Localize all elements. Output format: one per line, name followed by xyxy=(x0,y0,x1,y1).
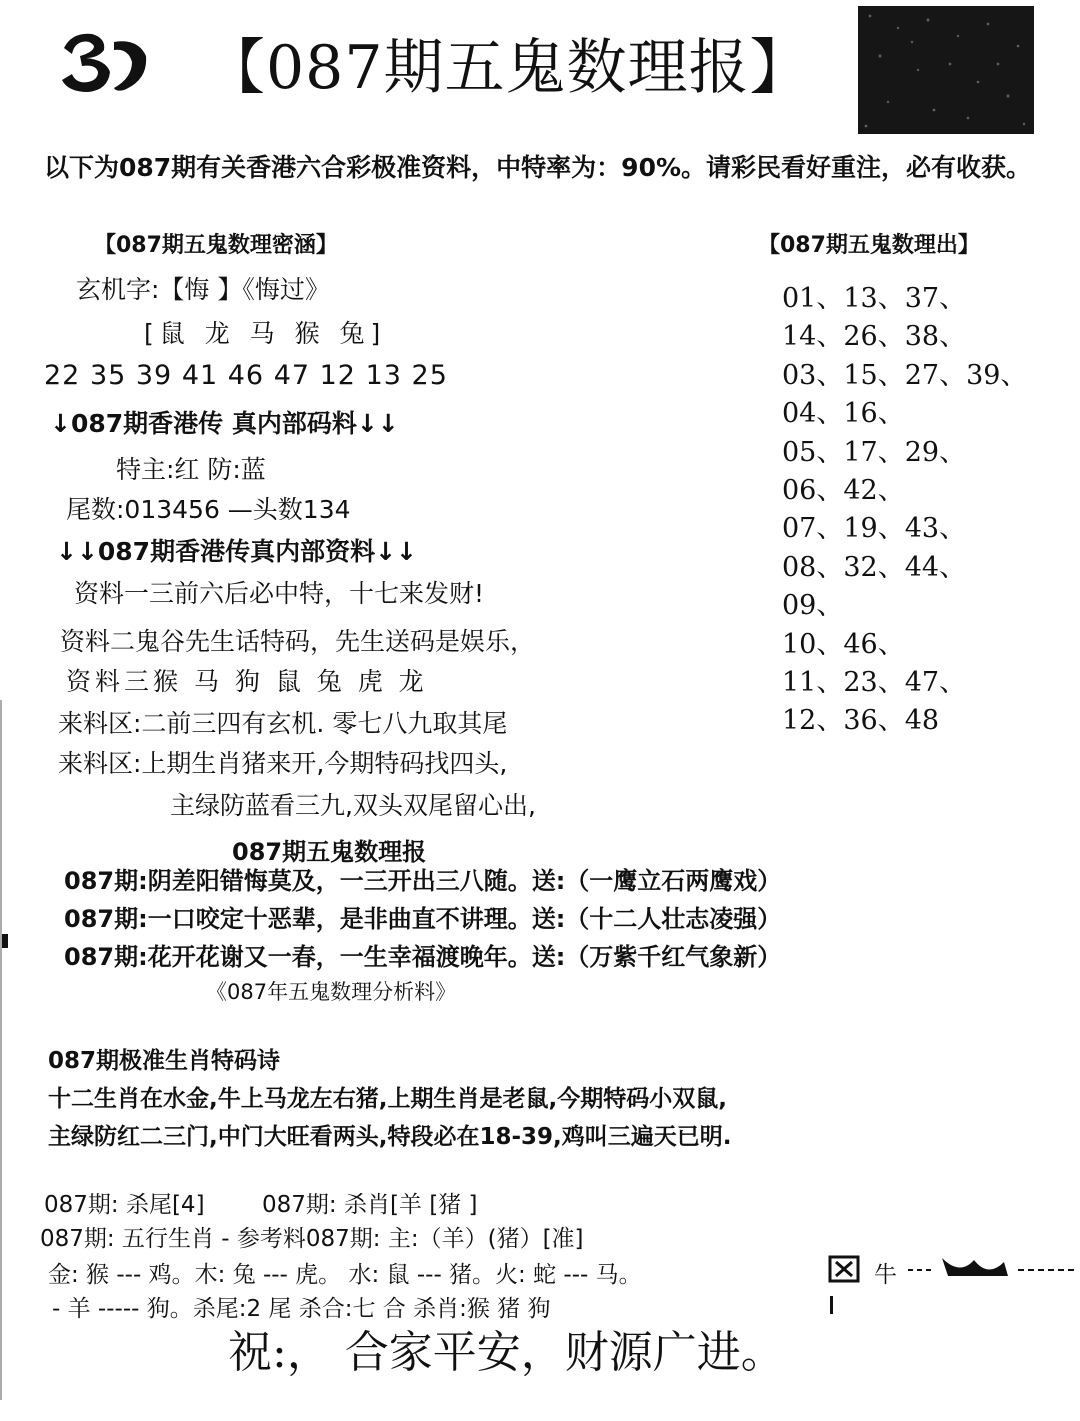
poem-line: 087期:一口咬定十恶辈，是非曲直不讲理。送:（十二人壮志凌强） xyxy=(64,905,782,933)
intro-text: 以下为087期有关香港六合彩极准资料，中特率为：90%。请彩民看好重注，必有收获。 xyxy=(44,153,1032,182)
number-row: 05、17、29、 xyxy=(782,436,967,468)
tick-mark xyxy=(830,1296,833,1314)
left-heading: 【087期五鬼数理密涵】 xyxy=(94,233,338,258)
number-row: 04、16、 xyxy=(782,398,905,430)
number-row: 07、19、43、 xyxy=(782,513,967,545)
smudge-icon xyxy=(828,1254,862,1284)
right-heading: 【087期五鬼数理出】 xyxy=(758,233,980,258)
scribble-mark xyxy=(908,1250,1076,1284)
kill-summary-line: - 羊 ----- 狗。杀尾:2 尾 杀合:七 合 杀肖:猴 猪 狗 xyxy=(52,1296,551,1322)
number-row: 01、13、37、 xyxy=(782,283,967,314)
number-row: 22 35 39 41 46 47 12 13 25 xyxy=(44,360,448,391)
wei-shu-line: 尾数:013456 —头数134 xyxy=(66,495,351,524)
number-row: 08、32、44、 xyxy=(782,551,967,583)
blessing-text: 祝:， 合家平安，财源广进。 xyxy=(228,1327,785,1378)
analysis-footer: 《087年五鬼数理分析料》 xyxy=(206,980,457,1004)
number-row: 06、42、 xyxy=(782,474,905,506)
laoliao-2: 来料区:上期生肖猪来开,今期特码找四头, xyxy=(58,749,508,778)
elements-pairs: 金: 猴 --- 鸡。木: 兔 --- 虎。 水: 鼠 --- 猪。火: 蛇 --- 马。 xyxy=(48,1262,642,1288)
logo-image xyxy=(58,28,150,98)
poem-line-2: 主绿防红二三门,中门大旺看两头,特段必在18-39,鸡叫三遍天已明. xyxy=(48,1124,732,1150)
page-title: 【087期五鬼数理报】 xyxy=(205,33,811,103)
number-row: 10、46、 xyxy=(782,628,905,660)
noise-image xyxy=(858,6,1034,134)
ox-label: 牛 xyxy=(874,1262,897,1288)
number-list xyxy=(782,280,1062,741)
number-row: 14、26、38、 xyxy=(782,321,967,353)
xuanji-line: 玄机字:【悔 】《悔过》 xyxy=(76,275,330,304)
ziliao-2: 资料二鬼谷先生话特码，先生送码是娱乐， xyxy=(60,627,536,656)
poem-line: 087期:阴差阳错悔莫及，一三开出三八随。送:（一鹰立石两鹰戏） xyxy=(64,867,782,895)
center-heading: 087期五鬼数理报 xyxy=(232,838,427,866)
poem-lines xyxy=(64,862,781,976)
number-row: 09、 xyxy=(782,590,844,622)
poem-line: 087期:花开花谢又一春，一生幸福渡晚年。送:（万紫千红气象新） xyxy=(64,943,782,971)
poem-heading: 087期极准生肖特码诗 xyxy=(48,1048,281,1074)
number-row: 11、23、47、 xyxy=(782,666,967,698)
kill-zodiac-line: 087期: 杀肖[羊 [猪 ] xyxy=(262,1192,478,1218)
inner-header-2: ↓↓087期香港传真内部资料↓↓ xyxy=(56,537,417,566)
number-row: 03、15、27、39、 xyxy=(782,359,1028,391)
kill-tail-line: 087期: 杀尾[4] xyxy=(44,1192,205,1218)
scan-edge xyxy=(0,700,2,1400)
ziliao-3: 资料三猴 马 狗 鼠 兔 虎 龙 xyxy=(66,667,428,696)
scan-mark xyxy=(2,934,8,948)
zodiac-bracket: [鼠 龙 马 猴 兔] xyxy=(144,319,387,348)
inner-header-1: ↓087期香港传 真内部码料↓↓ xyxy=(50,409,399,438)
five-elements-line: 087期: 五行生肖 - 参考料087期: 主:（羊）(猪）[准] xyxy=(40,1226,584,1252)
laoliao-1: 来料区:二前三四有玄机. 零七八九取其尾 xyxy=(58,709,508,738)
ziliao-1: 资料一三前六后必中特，十七来发财! xyxy=(74,579,485,608)
te-zhu-line: 特主:红 防:蓝 xyxy=(116,455,266,484)
laoliao-3: 主绿防蓝看三九,双头双尾留心出, xyxy=(170,791,536,820)
number-row: 12、36、48 xyxy=(782,705,940,737)
poem-line-1: 十二生肖在水金,牛上马龙左右猪,上期生肖是老鼠,今期特码小双鼠, xyxy=(48,1086,727,1112)
